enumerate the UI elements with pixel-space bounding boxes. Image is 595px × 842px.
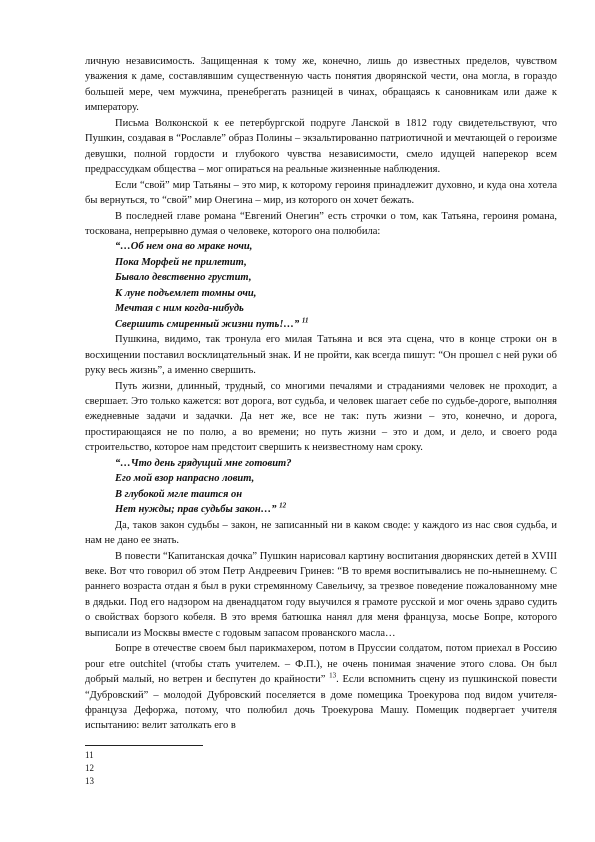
poem-line: Пока Морфей не прилетит, [115,256,247,268]
paragraph: Пушкина, видимо, так тронула его милая Татьяна и вся эта сцена, что в конце строки он в восхищении поставил восклицательный знак. И не пройти, как всегда пишут: “Он прошел с ней руки об руку весь жизнь”, а именно свершить. [85,334,557,377]
poem-quote [115,456,557,518]
footnote-ref: 13 [329,671,337,680]
paragraph: Да, таков закон судьбы – закон, не записанный ни в каком своде: у каждого из нас своя судьба, и нам не дано ее знать. [85,519,557,547]
poem-line [115,502,557,517]
footnote-separator [85,745,203,746]
poem-line: В глубокой мгле таится он [115,488,243,500]
paragraph-text-tail: . Если вспомнить сцену из пушкинской повести “Дубровский” – молодой Дубровский поселяется в доме помещика Троекурова под видом учителя-француза Дефоржа, потому, что полюбил дочь Троекурова Машу. Помещик подвергает учителя испытанию: велит затолкать его в [85,674,557,732]
poem-line: К луне подъемлет томны очи, [115,287,257,299]
body-text [85,54,557,734]
poem-line-text: Нет нужды; прав судьбы закон…” [115,504,277,516]
poem-line: Его мой взор напрасно ловит, [115,473,255,485]
footnote-ref: 11 [301,316,309,325]
poem-line: Бывало девственно грустит, [115,272,252,284]
footnote-ref: 12 [279,501,287,510]
footnote-number: 12 [85,763,94,773]
footnote-number: 13 [85,776,94,786]
paragraph-text: Бопре в отечестве своем был парикмахером, потом в Пруссии солдатом, потом приехал в Россию pour etre outchitel (чтобы стать учителем. – Ф.П.), не очень понимая значение этого слова. Он был добрый малый, но ветрен и беспутен до крайности” [85,643,557,686]
poem-line: “…Что день грядущий мне готовит? [115,457,292,469]
poem-line: Мечтая с ним когда-нибудь [115,303,244,315]
poem-quote [115,239,557,332]
poem-line [115,317,557,332]
paragraph: личную независимость. Защищенная к тому же, конечно, лишь до известных пределов, чувством уважения к даме, составлявшим существенную часть понятия дворянской чести, она могла, в гораздо большей мере, чем мужчина, пренебрегать разницей в чинах, обращаясь к сановникам или даже к императору. [85,56,557,114]
paragraph [85,641,557,734]
footnotes [85,749,94,788]
paragraph: Письма Волконской к ее петербургской подруге Ланской в 1812 году свидетельствуют, что Пушкин, создавая в “Рославле” образ Полины – экзальтированно патриотичной и мечтающей о героизме девушки, полной гордости и глубокого чувства независимости, смело идущей наперекор всем предрассудкам общества – мог опираться на реальные жизненные наблюдения. [85,117,557,176]
paragraph: В повести “Капитанская дочка” Пушкин нарисовал картину воспитания дворянских детей в XVIII веке. Вот что говорил об этом Петр Андреевич Гринев: “В то время воспитывались не по-нынешнему. С раннего возраста отдан я был в руки стремянному Савельичу, за трезвое поведение пожалованному мне в дядьки. Под его надзором на двенадцатом году выучился я грамоте русской и мог очень здраво судить о свойствах борзого кобеля. В это время батюшка нанял для меня француза, мосье Бопре, которого выписали из Москвы вместе с годовым запасом прованского масла… [85,550,557,639]
paragraph: В последней главе романа “Евгений Онегин” есть строчки о том, как Татьяна, героиня романа, тоскована, непрерывно думая о человеке, которого она полюбила: [85,210,557,237]
paragraph: Если “свой” мир Татьяны – это мир, к которому героиня принадлежит духовно, и куда она хотела бы вернуться, то “свой” мир Онегина – мир, из которого он хочет бежать. [85,179,557,207]
poem-line-text: Свершить смиренный жизни путь!…” [115,318,300,330]
paragraph: Путь жизни, длинный, трудный, со многими печалями и страданиями человек не проходит, а свершает. Это только кажется: вот дорога, вот судьба, и человек шагает себе по судьбе-дороге, выполняя ежедневные задачи и задачки. Да нет же, все не так: путь жизни – это, конечно, и дорога, простирающаяся не по полю, а во времени; но путь жизни – это и дом, и дело, и своего рода строительство, которое нам предстоит свершить к неизвестному нам сроку. [85,380,557,454]
footnote-number: 11 [85,750,94,760]
poem-line: “…Об нем она во мраке ночи, [115,241,253,253]
